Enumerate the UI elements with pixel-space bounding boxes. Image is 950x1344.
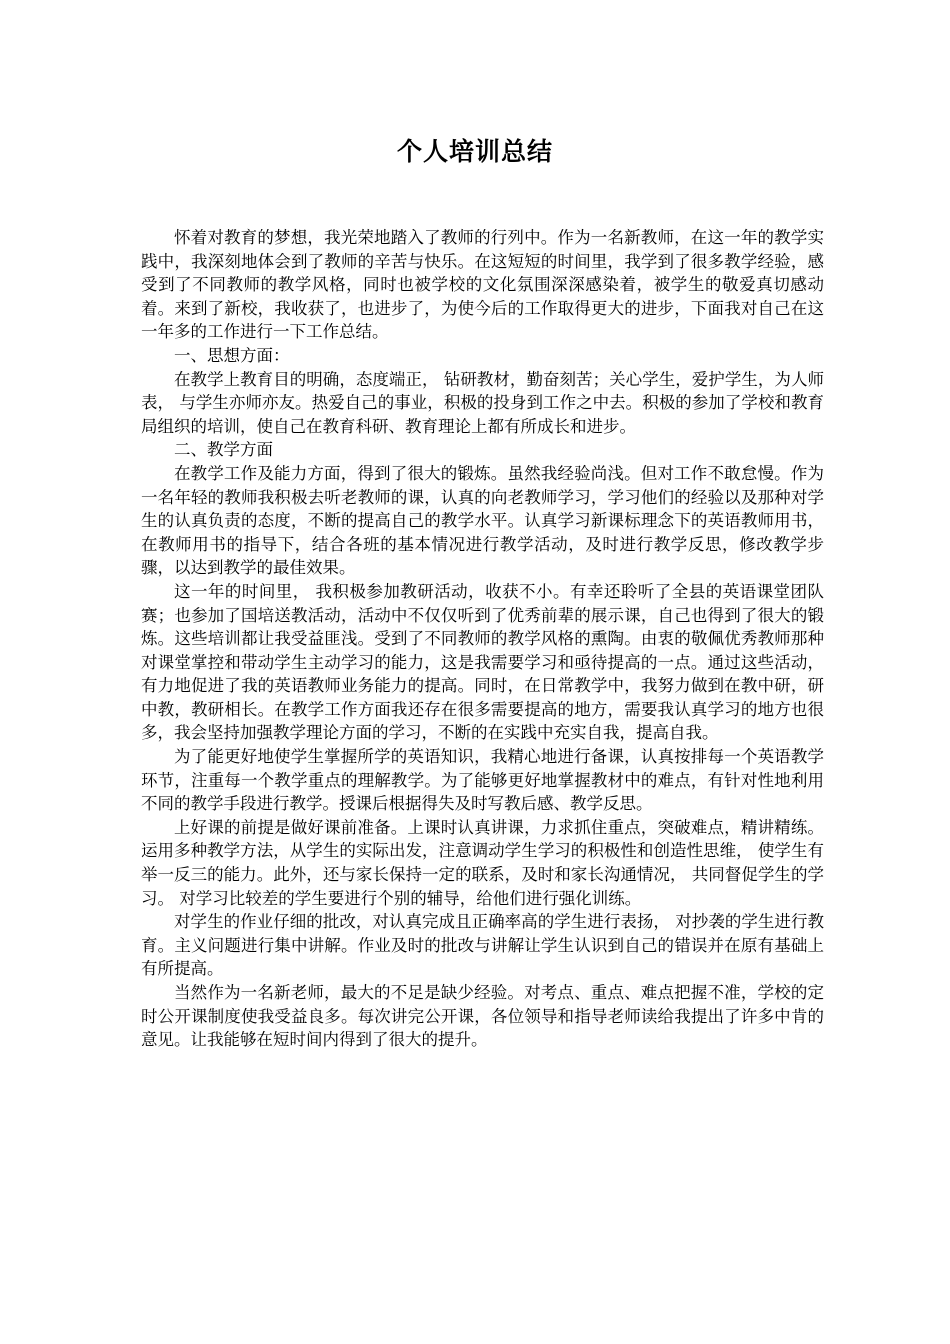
teaching-paragraph-2: 这一年的时间里， 我积极参加教研活动，收获不小。有幸还聆听了全县的英语课堂团队赛；也参加了国培送教活动，活动中不仅仅听到了优秀前辈的展示课，自己也得到了很大的锻炼。这些培训都让我受益匪浅。受到了不同教师的教学风格的熏陶。由衷的敬佩优秀教师那种对课堂掌控和带动学生主动学习的能力，这是我需要学习和亟待提高的一点。通过这些活动，有力地促进了我的英语教师业务能力的提高。同时，在日常教学中，我努力做到在教中研，研中教，教研相长。在教学工作方面我还存在很多需要提高的地方，需要我认真学习的地方也很多，我会坚持加强教学理论方面的学习，不断的在实践中充实自我，提高自我。 <box>141 581 824 743</box>
teaching-paragraph-6: 当然作为一名新老师，最大的不足是缺少经验。对考点、重点、难点把握不准，学校的定时公开课制度使我受益良多。每次讲完公开课，各位领导和指导老师读给我提出了许多中肯的意见。让我能够在短时间内得到了很大的提升。 <box>141 983 824 1050</box>
teaching-paragraph-3: 为了能更好地使学生掌握所学的英语知识，我精心地进行备课，认真按排每一个英语教学环节，注重每一个教学重点的理解教学。为了能够更好地掌握教材中的难点，有针对性地利用不同的教学手段进行教学。授课后根据得失及时写教后感、教学反思。 <box>141 747 824 814</box>
teaching-paragraph-4: 上好课的前提是做好课前准备。上课时认真讲课，力求抓住重点，突破难点，精讲精练。 运用多种教学方法，从学生的实际出发，注意调动学生学习的积极性和创造性思维， 使学生有举一反三的能力。此外，还与家长保持一定的联系，及时和家长沟通情况， 共同督促学生的学习。 对学习比较差的学生要进行个别的辅导，给他们进行强化训练。 <box>141 817 824 908</box>
intro-paragraph: 怀着对教育的梦想，我光荣地踏入了教师的行列中。作为一名新教师，在这一年的教学实践中，我深刻地体会到了教师的辛苦与快乐。在这短短的时间里，我学到了很多教学经验，感受到了不同教师的教学风格，同时也被学校的文化氛围深深感染着，被学生的敬爱真切感动着。来到了新校，我收获了，也进步了，为使今后的工作取得更大的进步，下面我对自己在这一年多的工作进行一下工作总结。 <box>141 228 824 342</box>
section-heading-thought: 一、思想方面： <box>174 345 290 365</box>
section-heading-teaching: 二、教学方面 <box>174 440 273 460</box>
teaching-paragraph-1: 在教学工作及能力方面，得到了很大的锻炼。虽然我经验尚浅。但对工作不敢怠慢。作为一名年轻的教师我积极去听老教师的课，认真的向老教师学习，学习他们的经验以及那种对学生的认真负责的态度，不断的提高自己的教学水平。认真学习新课标理念下的英语教师用书，在教师用书的指导下，结合各班的基本情况进行教学活动，及时进行教学反思，修改教学步骤，以达到教学的最佳效果。 <box>141 463 824 578</box>
teaching-paragraph-5: 对学生的作业仔细的批改，对认真完成且正确率高的学生进行表扬， 对抄袭的学生进行教育。主义问题进行集中讲解。作业及时的批改与讲解让学生认识到自己的错误并在原有基础上有所提高。 <box>141 912 824 979</box>
document-title: 个人培训总结 <box>396 137 553 166</box>
document-body <box>141 226 824 1052</box>
thought-paragraph: 在教学上教育目的明确，态度端正， 钻研教材，勤奋刻苦；关心学生，爱护学生，为人师表， 与学生亦师亦友。热爱自己的事业，积极的投身到工作之中去。积极的参加了学校和教育局组织的培训，使自己在教育科研、教育理论上都有所成长和进步。 <box>141 369 824 436</box>
